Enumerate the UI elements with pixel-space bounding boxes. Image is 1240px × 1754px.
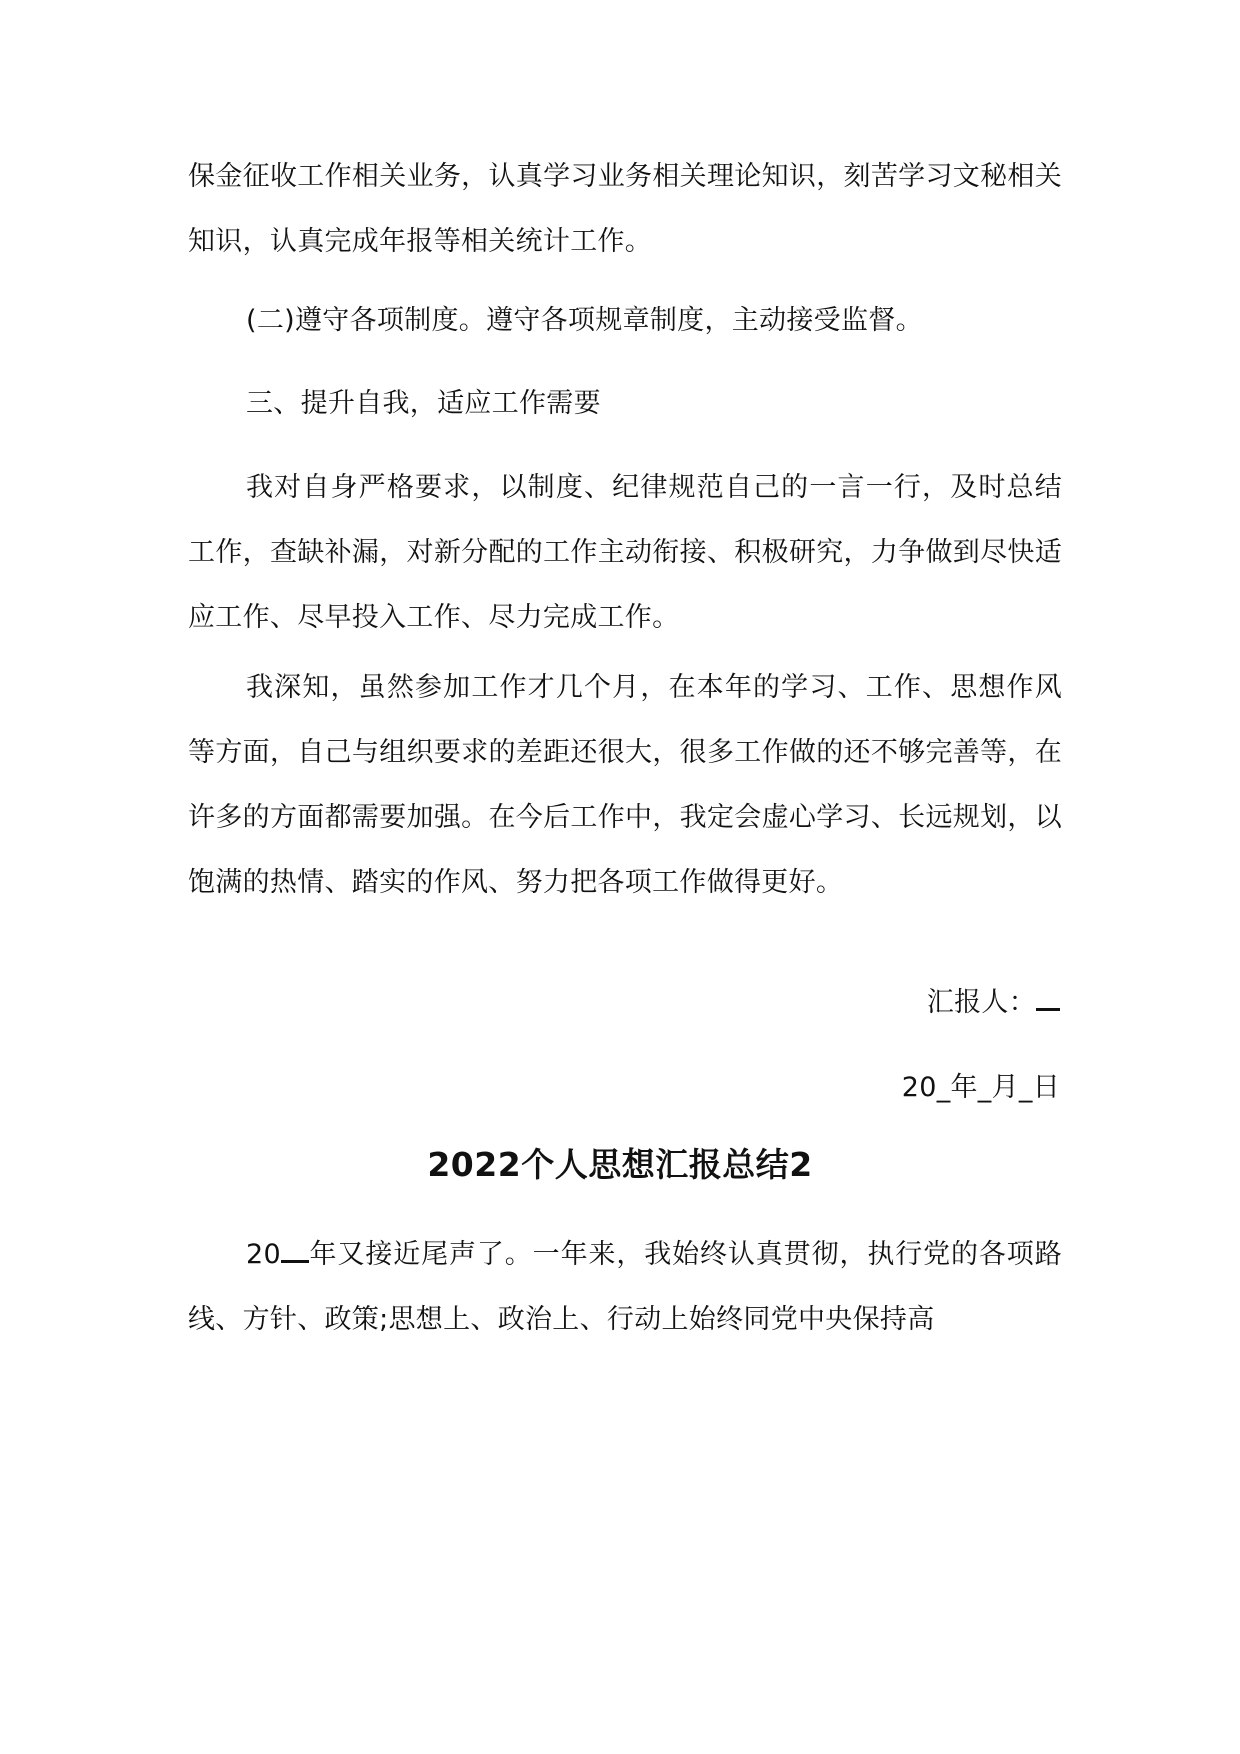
section-title: 2022个人思想汇报总结2 [427,1145,813,1184]
paragraph-reflection: 我深知，虽然参加工作才几个月，在本年的学习、工作、思想作风等方面，自己与组织要求的差距还很大，很多工作做的还不够完善等，在许多的方面都需要加强。在今后工作中，我定会虚心学习、长远规划，以饱满的热情、踏实的作风、努力把各项工作做得更好。 [188,672,1062,898]
report-date: 20_年_月_日 [901,1072,1060,1103]
section-heading-self-improvement: 三、提升自我，适应工作需要 [246,388,601,419]
year-summary-text: 年又接近尾声了。一年来，我始终认真贯彻，执行党的各项路线、方针、政策;思想上、政治上、行动上始终同党中央保持高 [188,1239,1062,1335]
paragraph-self-discipline: 我对自身严格要求，以制度、纪律规范自己的一言一行，及时总结工作，查缺补漏，对新分配的工作主动衔接、积极研究，力争做到尽快适应工作、尽早投入工作、尽力完成工作。 [188,472,1062,633]
reporter-line [927,970,1060,1035]
year-prefix: 20 [246,1239,281,1270]
paragraph-year-summary [188,1222,1062,1352]
paragraph-work-duties: 保金征收工作相关业务，认真学习业务相关理论知识，刻苦学习文秘相关知识，认真完成年报等相关统计工作。 [188,161,1062,257]
reporter-blank [1036,984,1060,1011]
reporter-label: 汇报人： [926,987,1036,1018]
year-blank [281,1236,309,1263]
paragraph-rules: (二)遵守各项制度。遵守各项规章制度，主动接受监督。 [246,305,923,336]
